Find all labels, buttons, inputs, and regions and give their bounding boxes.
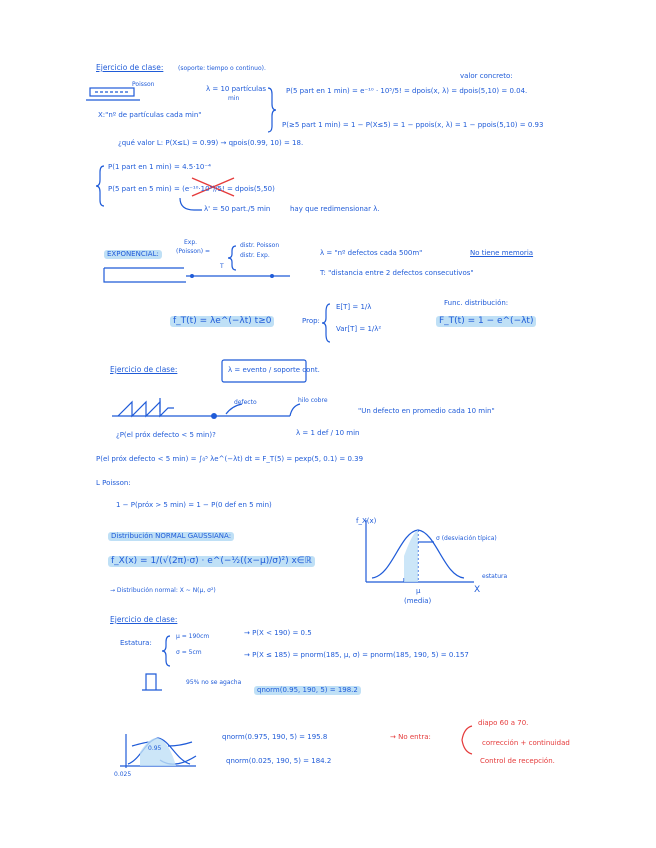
p5min-line: P(5 part en 5 min) = (e⁻¹⁰·10⁵)/5! = dpois(5,50)	[108, 185, 275, 193]
ppois-line: P(≥5 part 1 min) = 1 − P(X≤5) = 1 − ppois(x, λ) = 1 − ppois(5,10) = 0.93	[282, 121, 544, 129]
graph-fx: f_X(x)	[356, 517, 377, 525]
sigma-value: σ = 5cm	[176, 649, 202, 656]
poisson-label: L Poisson:	[96, 479, 131, 487]
exponencial-label: EXPONENCIAL:	[104, 250, 162, 259]
normal-label: Distribución NORMAL GAUSSIANA:	[108, 532, 234, 541]
mu-value: μ = 190cm	[176, 633, 210, 640]
poisson-label: Poisson	[132, 81, 155, 88]
section-title: Ejercicio de clase:	[110, 615, 178, 624]
poisson-paren: (Poisson) =	[176, 248, 211, 255]
brace-icon	[96, 166, 104, 206]
red-brace-icon	[462, 726, 472, 754]
distr-poisson: distr. Poisson	[240, 242, 280, 249]
exp-small: Exp.	[184, 239, 198, 246]
red-note-2: corrección + continuidad	[482, 739, 570, 747]
qnorm-high: qnorm(0.975, 190, 5) = 195.8	[222, 733, 328, 741]
no-entra: → No entra:	[390, 733, 431, 741]
valor-concreto: valor concreto:	[460, 72, 513, 80]
x-definition: X:"nº de partículas cada min"	[98, 111, 202, 119]
lambda50: λ' = 50 part./5 min	[204, 205, 271, 213]
expectation: E[T] = 1/λ	[336, 303, 372, 311]
variance: Var[T] = 1/λ²	[336, 325, 382, 333]
section-title: Ejercicio de clase:	[110, 365, 178, 374]
sigma-label: σ (desviación típica)	[436, 535, 497, 542]
estatura-label: Estatura:	[120, 639, 152, 647]
t-definition: T: "distancia entre 2 defectos consecutivos"	[320, 269, 474, 277]
hilo-label: hilo cobre	[298, 397, 328, 404]
lambda-def: λ = 1 def / 10 min	[296, 429, 360, 437]
density-exp: f_T(t) = λe^(−λt) t≥0	[170, 316, 274, 327]
lambda-def: λ = "nº defectos cada 500m"	[320, 249, 423, 257]
soporte-note: (soporte: tiempo o continuo).	[178, 65, 266, 72]
distr-exp: distr. Exp.	[240, 252, 270, 259]
qpois-line: ¿qué valor L: P(X≤L) = 0.99) → qpois(0.99, 10) = 18.	[118, 139, 304, 147]
cdf-exp: F_T(t) = 1 − e^(−λt)	[436, 316, 536, 327]
qnorm-low: qnorm(0.025, 190, 5) = 184.2	[226, 757, 332, 765]
poisson-calc: 1 − P(próx > 5 min) = 1 − P(0 def en 5 min)	[116, 501, 272, 509]
exp-line-icon	[104, 268, 186, 282]
lambda-box-text: λ = evento / soporte cont.	[228, 366, 320, 374]
lambda-den: min	[228, 95, 240, 102]
no-memoria: No tiene memoria	[470, 249, 534, 257]
estatura-label: estatura	[482, 573, 508, 580]
defect-note: "Un defecto en promedio cada 10 min"	[358, 407, 495, 415]
question: ¿P(el próx defecto < 5 min)?	[116, 431, 216, 439]
pexp-line: P(el próx defecto < 5 min) = ∫₀⁵ λe^(−λt) dt = F_T(5) = pexp(5, 0.1) = 0.39	[96, 455, 364, 463]
pnorm-line-1: → P(X < 190) = 0.5	[244, 629, 312, 637]
arrow-icon	[180, 198, 202, 210]
brace-icon	[268, 88, 276, 132]
label-0025: 0.025	[114, 771, 132, 778]
defecto-label: defecto	[234, 399, 257, 406]
prop-label: Prop:	[302, 317, 320, 325]
normal-notation: → Distribución normal: X ~ N(μ, σ²)	[110, 587, 216, 594]
media-label: (media)	[404, 597, 432, 605]
p1-line: P(1 part en 1 min) = 4.5·10⁻⁴	[108, 163, 211, 171]
defect-dot	[211, 413, 217, 419]
label-095: 0.95	[148, 745, 162, 752]
red-note-1: diapo 60 a 70.	[478, 719, 529, 727]
dpois-line: P(5 part en 1 min) = e⁻¹⁰ · 10⁵/5! = dpois(x, λ) = dpois(5,10) = 0.04.	[286, 87, 528, 95]
func-dist-label: Func. distribución:	[444, 299, 509, 307]
factory-icon	[118, 402, 174, 416]
no-agacha: 95% no se agacha	[186, 679, 242, 686]
mu-label: μ	[416, 587, 421, 595]
t-mark: T	[220, 263, 224, 270]
arrow-icon	[290, 404, 300, 416]
pnorm-line-2: → P(X ≤ 185) = pnorm(185, μ, σ) = pnorm(185, 190, 5) = 0.157	[244, 651, 469, 659]
normal-density: f_X(x) = 1/(√(2π)·σ) · e^(−½((x−μ)/σ)²) x∈ℝ	[108, 556, 315, 567]
red-note-3: Control de recepción.	[480, 757, 555, 765]
redim-note: hay que redimensionar λ.	[290, 205, 380, 213]
lambda-def: λ = 10 partículas	[206, 85, 267, 93]
qnorm-line: qnorm(0.95, 190, 5) = 198.2	[254, 686, 361, 695]
x-axis-label: X	[474, 585, 481, 595]
section-title: Ejercicio de clase:	[96, 63, 164, 72]
